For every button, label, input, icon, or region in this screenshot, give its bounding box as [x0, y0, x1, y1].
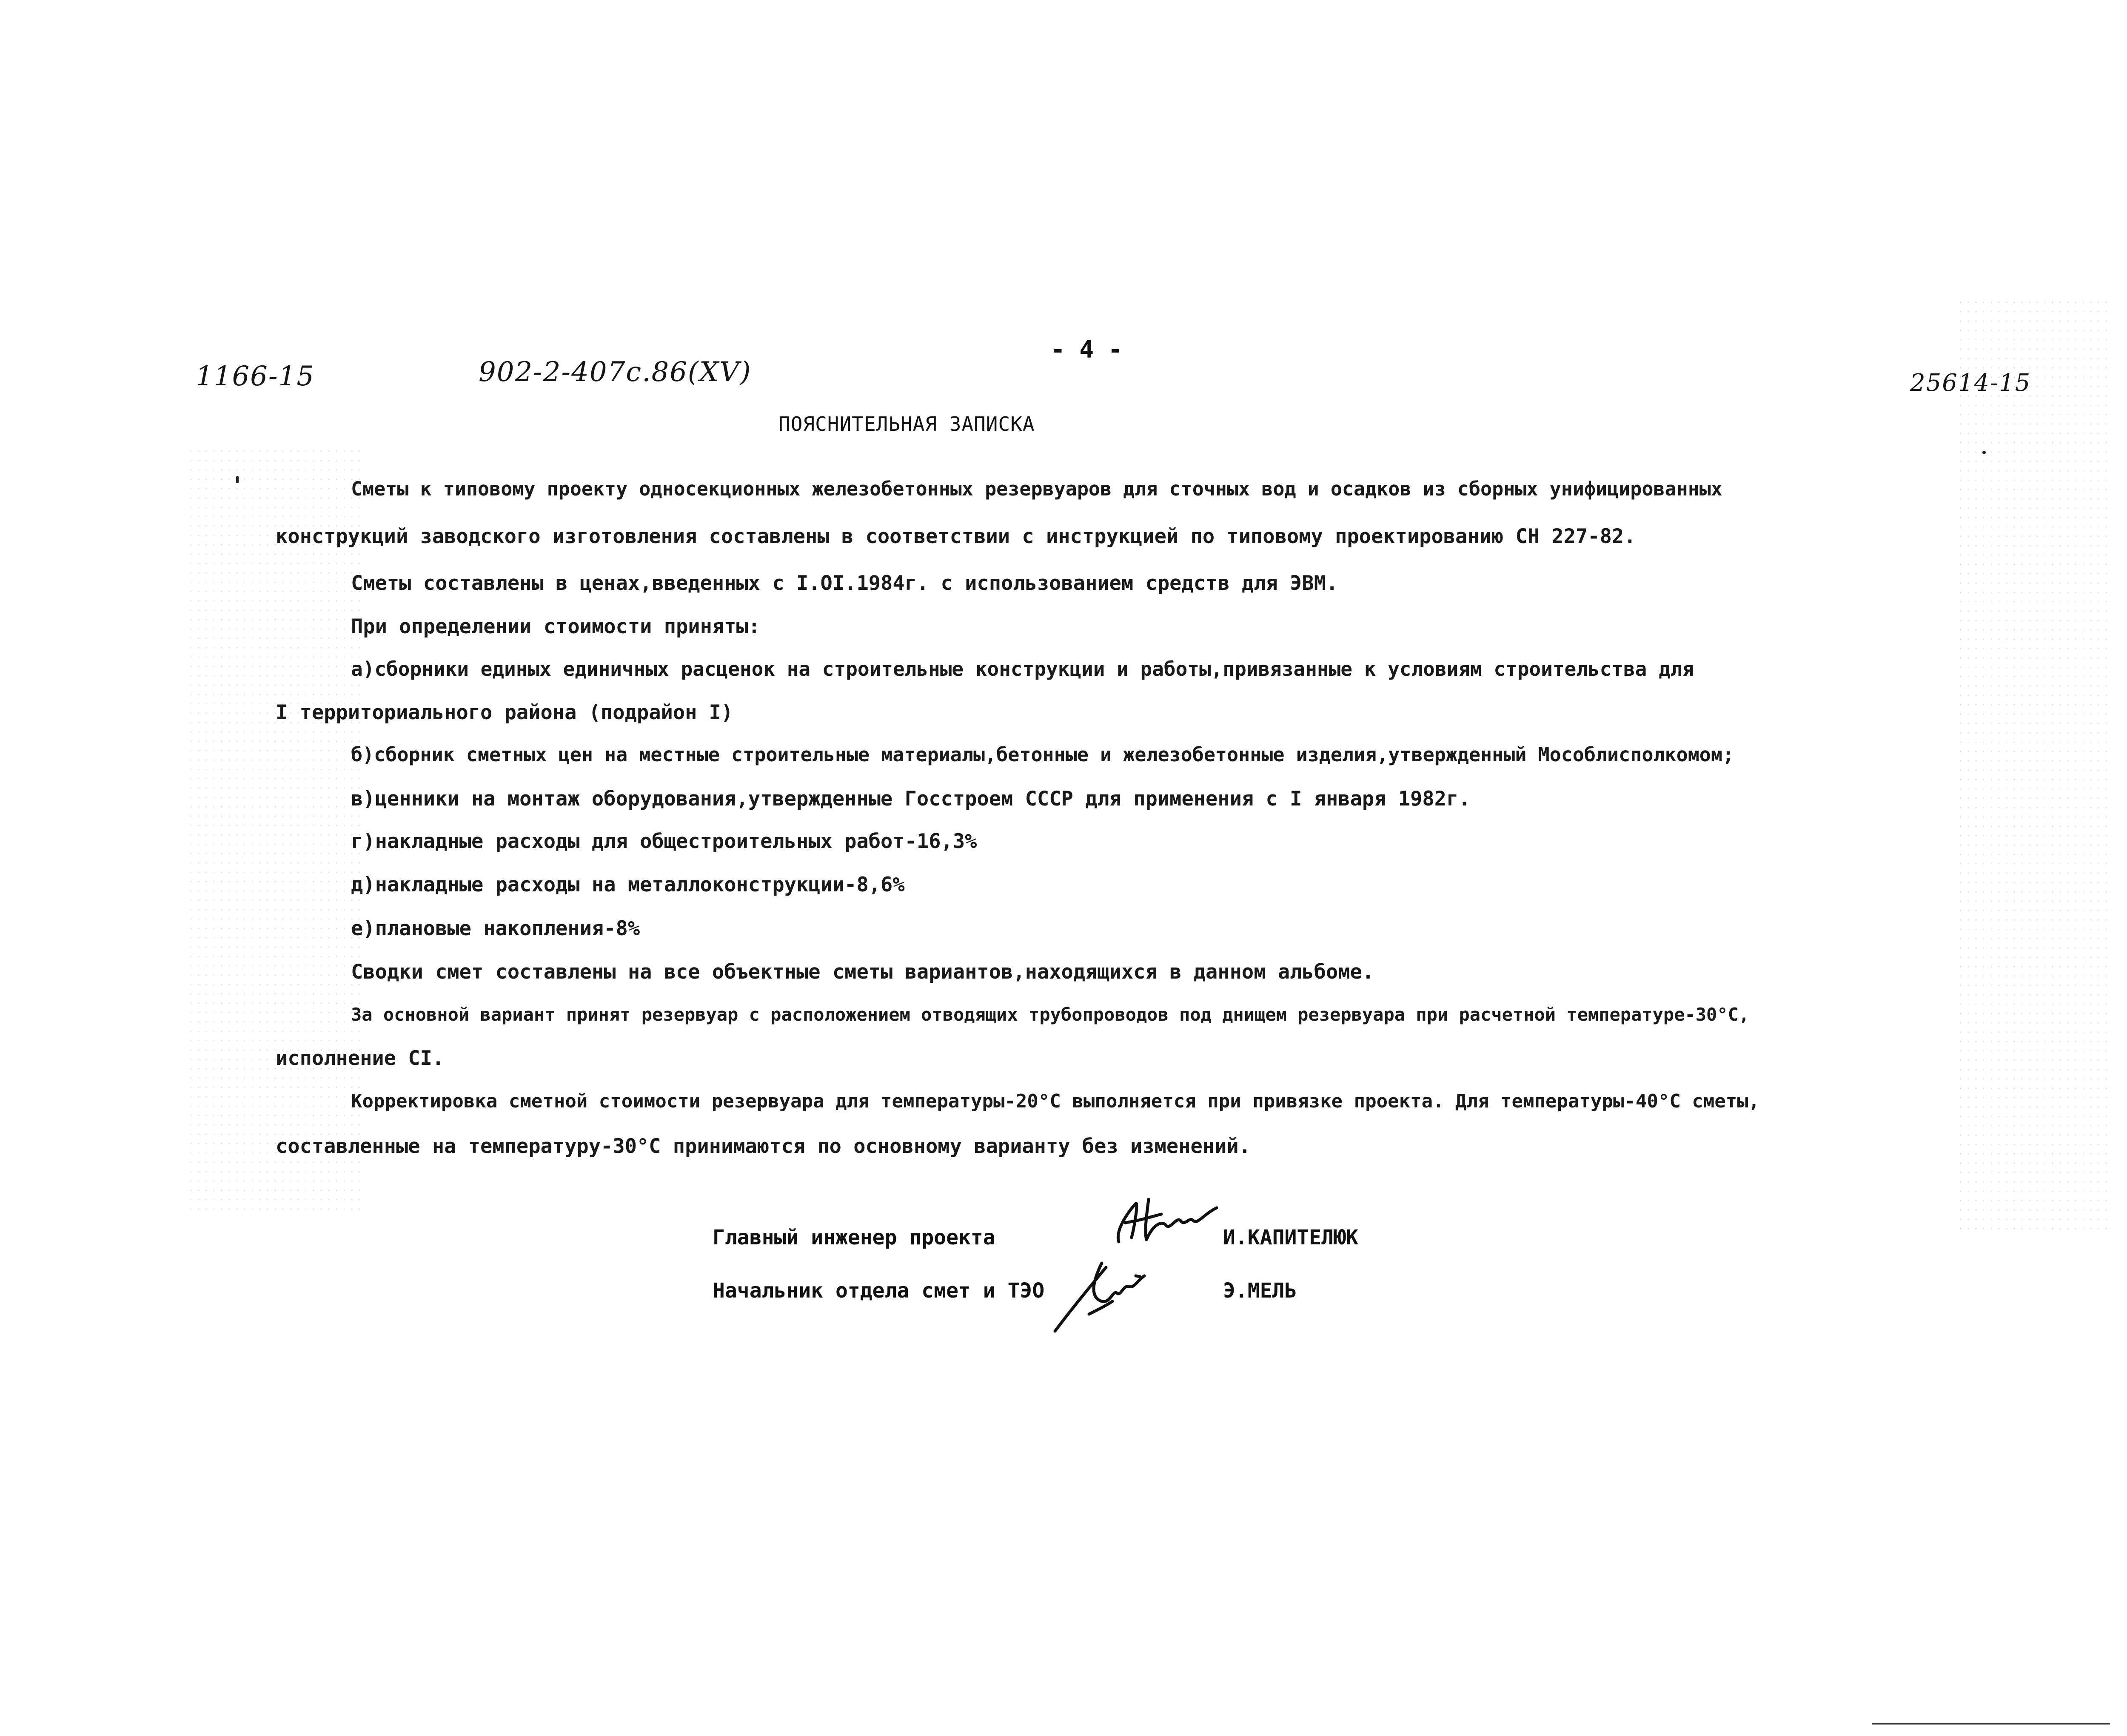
body-line: г)накладные расходы для общестроительных работ-16,3%: [351, 830, 977, 853]
chief-engineer-signature: [1106, 1191, 1229, 1255]
stray-mark: [1982, 451, 1986, 454]
page-number: - 4 -: [1051, 336, 1123, 364]
body-line: Сметы составлены в ценах,введенных с I.OI.1984г. с использованием средств для ЭВМ.: [351, 572, 1338, 595]
body-line: Корректировка сметной стоимости резервуара для температуры-20°С выполняется при привязке проекта. Для температуры-40°С сметы,: [351, 1090, 1760, 1112]
body-line: конструкций заводского изготовления составлены в соответствии с инструкцией по типовому проектированию СН 227-82.: [276, 525, 1636, 548]
page-edge-rule: [1872, 1723, 2110, 1725]
body-line: а)сборники единых единичных расценок на строительные конструкции и работы,привязанные к условиям строительства для: [351, 657, 1694, 680]
body-line: б)сборник сметных цен на местные строительные материалы,бетонные и железобетонные изделия,утвержденный Мособлисполкомом;: [351, 743, 1734, 766]
body-line: исполнение СI.: [276, 1047, 445, 1070]
chief-engineer-name: И.КАПИТЕЛЮК: [1223, 1226, 1358, 1249]
dept-head-name: Э.МЕЛЬ: [1223, 1279, 1297, 1303]
dept-head-title: Начальник отдела смет и ТЭО: [713, 1279, 1045, 1303]
scan-noise-right: [1957, 298, 2110, 1233]
project-code: 902-2-407с.86(XV): [479, 356, 752, 388]
body-line: е)плановые накопления-8%: [351, 917, 640, 940]
archive-number: 1166-15: [196, 361, 315, 392]
body-line: д)накладные расходы на металлоконструкции-8,6%: [351, 873, 905, 896]
body-line: Сводки смет составлены на все объектные сметы вариантов,находящихся в данном альбоме.: [351, 960, 1374, 984]
page-title: ПОЯСНИТЕЛЬНАЯ ЗАПИСКА: [778, 413, 1035, 435]
dept-head-signature: [1038, 1250, 1166, 1340]
sheet-number: 25614-15: [1910, 369, 2031, 397]
body-line: За основной вариант принят резервуар с расположением отводящих трубопроводов под днищем резервуара при расчетной температуре-30°С,: [351, 1004, 1750, 1025]
body-line: в)ценники на монтаж оборудования,утвержденные Госстроем СССР для применения с I января 1982г.: [351, 787, 1471, 811]
chief-engineer-title: Главный инженер проекта: [713, 1226, 995, 1249]
body-line: При определении стоимости приняты:: [351, 615, 761, 638]
stray-mark: [236, 476, 239, 483]
body-line: Сметы к типовому проекту односекционных железобетонных резервуаров для сточных вод и осадков из сборных унифицированных: [351, 478, 1722, 500]
scan-noise-left: [187, 447, 366, 1212]
body-line: составленные на температуру-30°С принимаются по основному варианту без изменений.: [276, 1135, 1251, 1158]
body-line: I территориального района (подрайон I): [276, 701, 733, 724]
